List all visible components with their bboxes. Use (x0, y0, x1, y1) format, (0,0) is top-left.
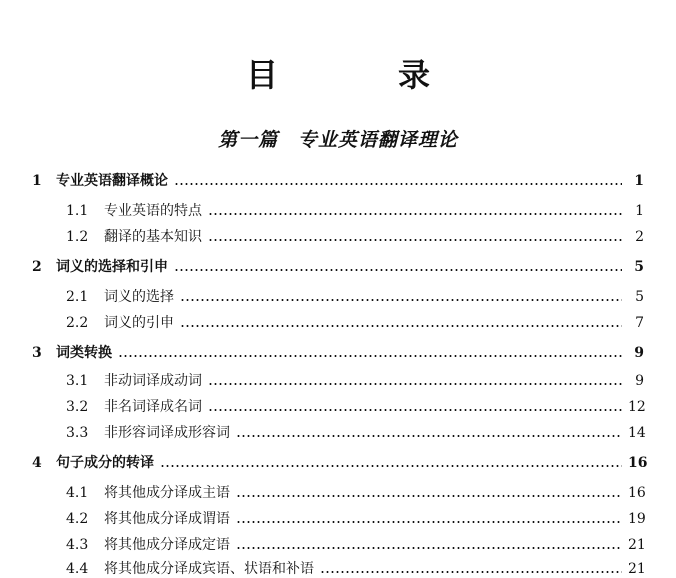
toc-entry-number: 1 (32, 173, 42, 189)
dot-leader (174, 269, 622, 271)
toc-entry-title: 专业英语翻译概论 (56, 173, 168, 189)
toc-section-row (0, 534, 676, 554)
toc-chapter-row (0, 452, 676, 472)
toc-page-number: 21 (628, 561, 646, 577)
toc-page-number: 16 (628, 485, 646, 501)
toc-entry-title: 词义的选择和引申 (56, 259, 168, 275)
toc-page-number: 9 (635, 373, 644, 389)
toc-page-number: 14 (628, 425, 646, 441)
toc-section-row (0, 558, 676, 578)
toc-entry-title: 专业英语的特点 (104, 203, 202, 219)
toc-section-row (0, 286, 676, 306)
toc-entry-number: 3 (32, 345, 42, 361)
toc-entry-title: 翻译的基本知识 (104, 229, 202, 245)
dot-leader (174, 183, 622, 185)
toc-page-number: 21 (628, 537, 646, 553)
toc-entry-number: 2 (32, 259, 42, 275)
part-name: 专业英语翻译理论 (297, 129, 458, 151)
toc-entry-title: 将其他成分译成定语 (104, 537, 230, 553)
page-title: 目 录 (245, 56, 474, 94)
toc-section-row (0, 312, 676, 332)
toc-page-number: 7 (635, 315, 644, 331)
toc-chapter-row (0, 342, 676, 362)
toc-entry-number: 1.1 (66, 203, 89, 219)
dot-leader (118, 355, 622, 357)
toc-page-number: 1 (635, 203, 644, 219)
toc-section-row (0, 396, 676, 416)
toc-entry-number: 4 (32, 455, 42, 471)
toc-page-number: 9 (634, 345, 644, 361)
toc-entry-title: 将其他成分译成主语 (104, 485, 230, 501)
dot-leader (208, 383, 622, 385)
toc-entry-number: 3.3 (66, 425, 89, 441)
toc-entry-number: 1.2 (66, 229, 89, 245)
toc-page-number: 2 (635, 229, 644, 245)
dot-leader (160, 465, 622, 467)
toc-page-number: 12 (628, 399, 646, 415)
dot-leader (208, 239, 622, 241)
dot-leader (236, 521, 622, 523)
dot-leader (180, 325, 622, 327)
part-heading (0, 125, 676, 152)
toc-entry-number: 4.4 (66, 561, 89, 577)
dot-leader (208, 409, 622, 411)
toc-entry-title: 非名词译成名词 (104, 399, 202, 415)
toc-entry-title: 词义的选择 (104, 289, 174, 305)
toc-entry-title: 非形容词译成形容词 (104, 425, 230, 441)
toc-page-number: 5 (634, 259, 644, 275)
toc-chapter-row (0, 170, 676, 190)
dot-leader (208, 213, 622, 215)
toc-entry-number: 2.1 (66, 289, 89, 305)
dot-leader (236, 435, 622, 437)
toc-entry-number: 4.1 (66, 485, 89, 501)
toc-entry-number: 3.1 (66, 373, 89, 389)
toc-section-row (0, 370, 676, 390)
dot-leader (180, 299, 622, 301)
toc-entry-number: 4.2 (66, 511, 89, 527)
toc-section-row (0, 200, 676, 220)
toc-page-number: 19 (628, 511, 646, 527)
dot-leader (320, 571, 622, 573)
toc-section-row (0, 226, 676, 246)
toc-entry-number: 2.2 (66, 315, 89, 331)
toc-entry-title: 词类转换 (56, 345, 112, 361)
toc-chapter-row (0, 256, 676, 276)
dot-leader (236, 547, 622, 549)
dot-leader (236, 495, 622, 497)
toc-page-number: 16 (628, 455, 648, 471)
toc-entry-title: 词义的引申 (104, 315, 174, 331)
toc-entry-number: 4.3 (66, 537, 89, 553)
toc-section-row (0, 482, 676, 502)
toc-entry-title: 非动词译成动词 (104, 373, 202, 389)
toc-entry-number: 3.2 (66, 399, 89, 415)
toc-section-row (0, 422, 676, 442)
toc-section-row (0, 508, 676, 528)
toc-page-number: 5 (635, 289, 644, 305)
toc-entry-title: 将其他成分译成宾语、状语和补语 (104, 561, 314, 577)
toc-page-number: 1 (634, 173, 644, 189)
toc-entry-title: 句子成分的转译 (56, 455, 154, 471)
toc-entry-title: 将其他成分译成谓语 (104, 511, 230, 527)
part-label: 第一篇 (218, 129, 279, 151)
